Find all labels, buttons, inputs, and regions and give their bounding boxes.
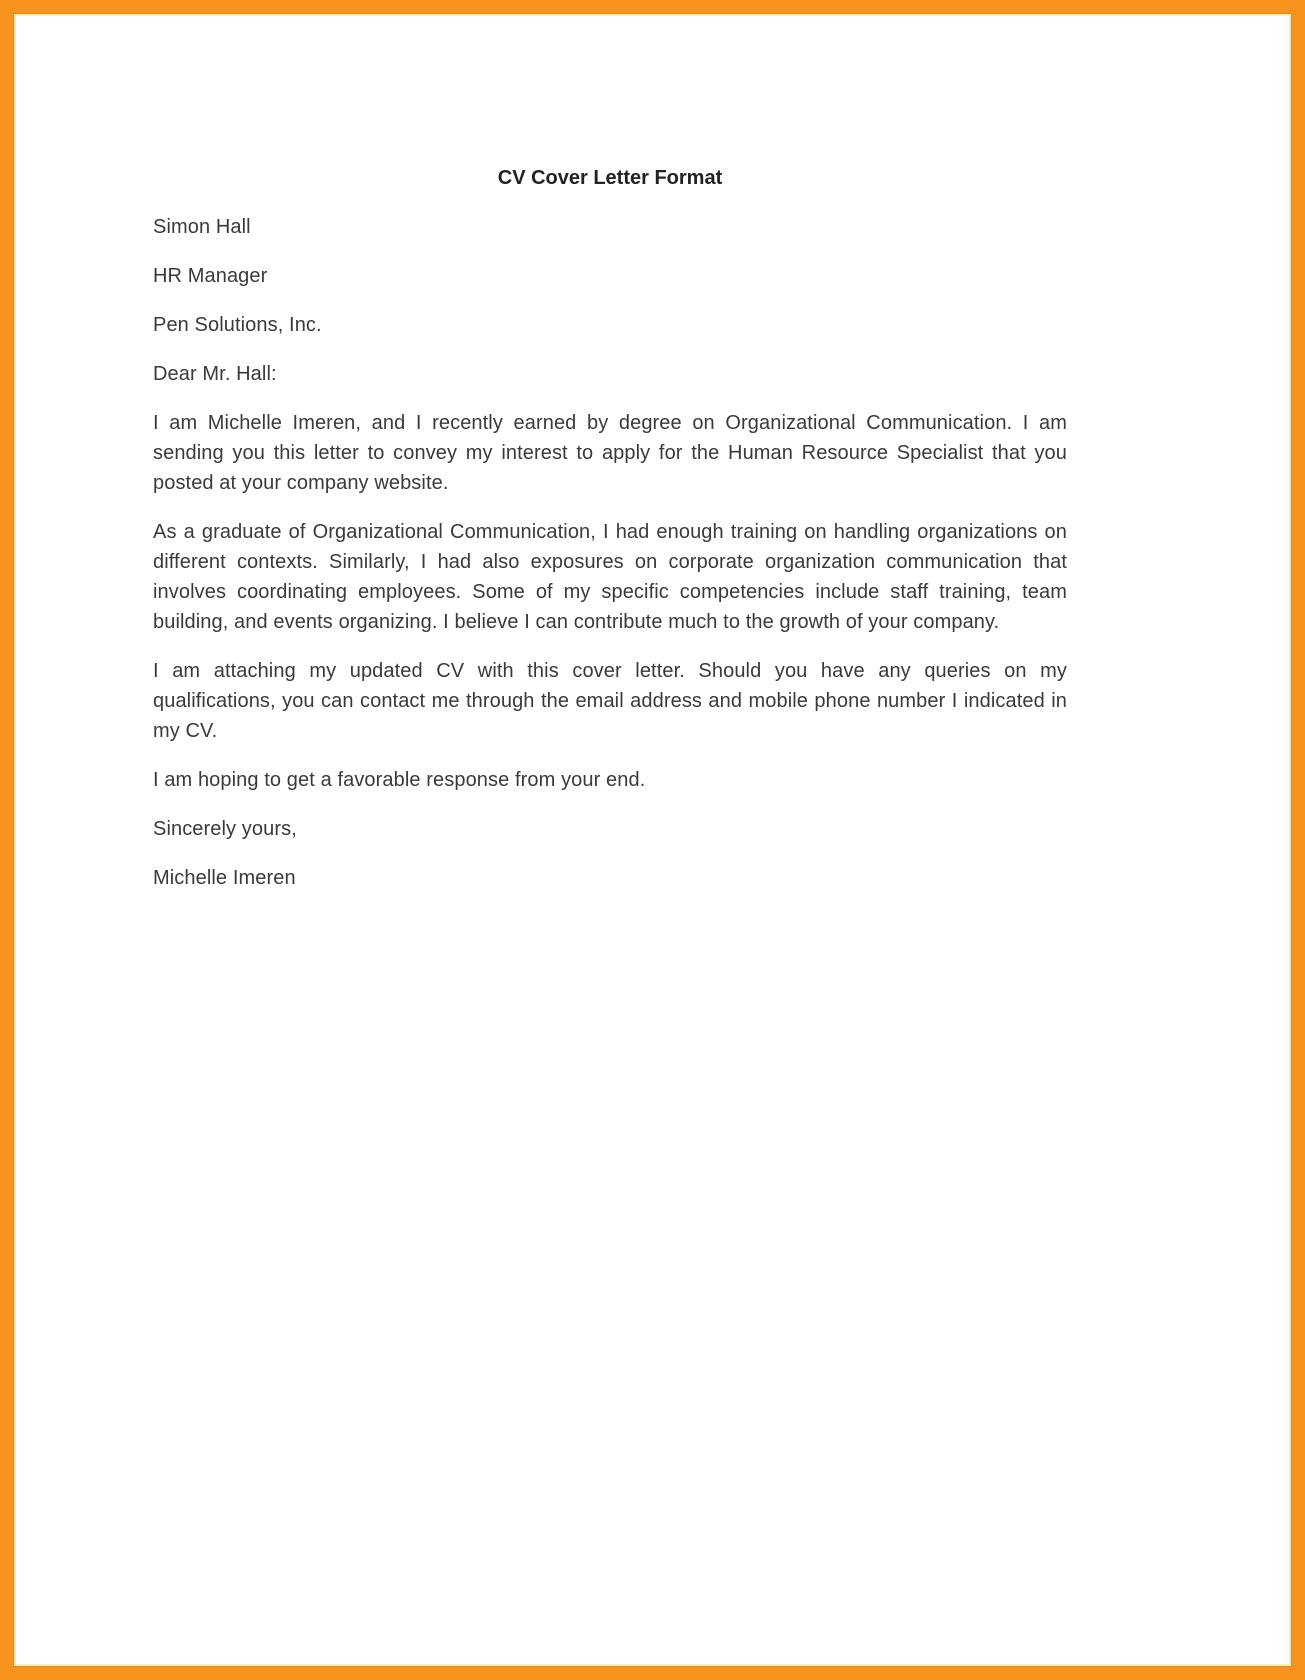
- valediction: Sincerely yours,: [153, 818, 297, 840]
- body-paragraph-intro: I am Michelle Imeren, and I recently earned by degree on Organizational Communication. I am sending you this letter to convey my interest to apply for the Human Resource Specialist that you posted at your company website.: [153, 412, 1067, 494]
- letter-body: [153, 13, 1067, 912]
- closing-line: I am hoping to get a favorable response from your end.: [153, 769, 646, 791]
- recipient-job-title: HR Manager: [153, 265, 268, 287]
- recipient-company: Pen Solutions, Inc.: [153, 314, 322, 336]
- salutation: Dear Mr. Hall:: [153, 363, 277, 385]
- body-paragraph-attachment: I am attaching my updated CV with this cover letter. Should you have any queries on my qualifications, you can contact me through the email address and mobile phone number I indicated in my CV.: [153, 660, 1067, 742]
- recipient-name: Simon Hall: [153, 216, 251, 238]
- document-title: CV Cover Letter Format: [497, 167, 723, 189]
- signature-name: Michelle Imeren: [153, 867, 296, 889]
- body-paragraph-qualifications: As a graduate of Organizational Communication, I had enough training on handling organizations on different contexts. Similarly, I had also exposures on corporate organization communication that involves coordinating employees. Some of my specific competencies include staff training, team building, and events organizing. I believe I can contribute much to the growth of your company.: [153, 521, 1067, 633]
